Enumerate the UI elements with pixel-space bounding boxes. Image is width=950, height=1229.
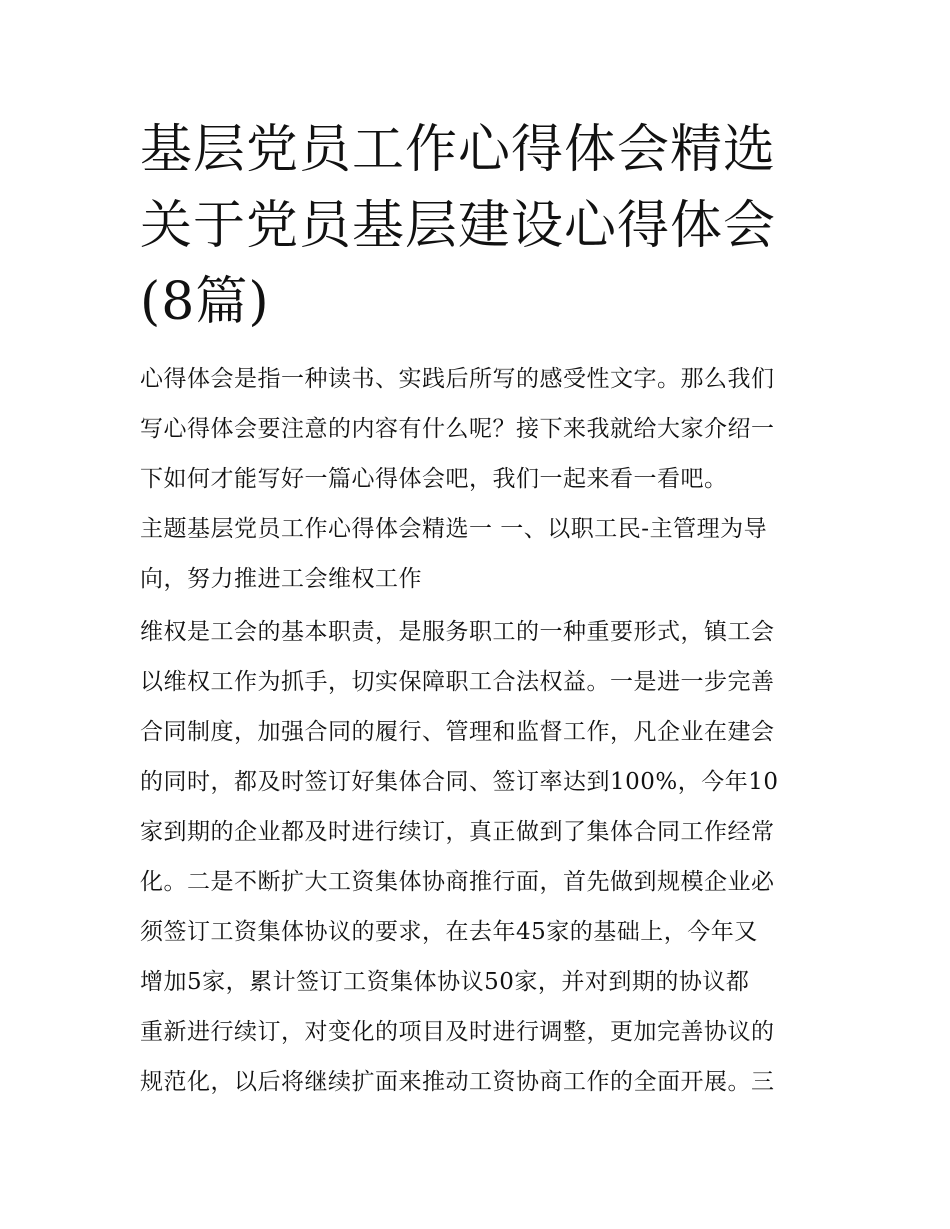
body-line: 主题基层党员工作心得体会精选一 一、以职工民-主管理为导 <box>140 516 768 542</box>
body-line: 向，努力推进工会维权工作 <box>140 566 422 592</box>
body-line: 须签订工资集体协议的要求，在去年45家的基础上，今年又 <box>140 919 758 945</box>
body-line: 以维权工作为抓手，切实保障职工合法权益。一是进一步完善 <box>140 669 775 695</box>
body-line: 重新进行续订，对变化的项目及时进行调整，更加完善协议的 <box>140 1019 775 1045</box>
body-line: 增加5家，累计签订工资集体协议50家，并对到期的协议都 <box>140 969 750 995</box>
body-line: 写心得体会要注意的内容有什么呢？接下来我就给大家介绍一 <box>140 416 775 442</box>
document-title: 基层党员工作心得体会精选 关于党员基层建设心得体会(8篇) <box>140 120 777 332</box>
body-line: 化。二是不断扩大工资集体协商推行面，首先做到规模企业必 <box>140 869 775 895</box>
body-line: 合同制度，加强合同的履行、管理和监督工作，凡企业在建会 <box>140 719 775 745</box>
body-line: 家到期的企业都及时进行续订，真正做到了集体合同工作经常 <box>140 819 775 845</box>
body-line: 规范化，以后将继续扩面来推动工资协商工作的全面开展。三 <box>140 1069 775 1095</box>
body-line: 维权是工会的基本职责，是服务职工的一种重要形式，镇工会 <box>140 619 775 645</box>
body-line: 心得体会是指一种读书、实践后所写的感受性文字。那么我们 <box>140 366 775 392</box>
body-line: 下如何才能写好一篇心得体会吧，我们一起来看一看吧。 <box>140 466 728 492</box>
body-line: 的同时，都及时签订好集体合同、签订率达到100%，今年10 <box>140 769 779 795</box>
